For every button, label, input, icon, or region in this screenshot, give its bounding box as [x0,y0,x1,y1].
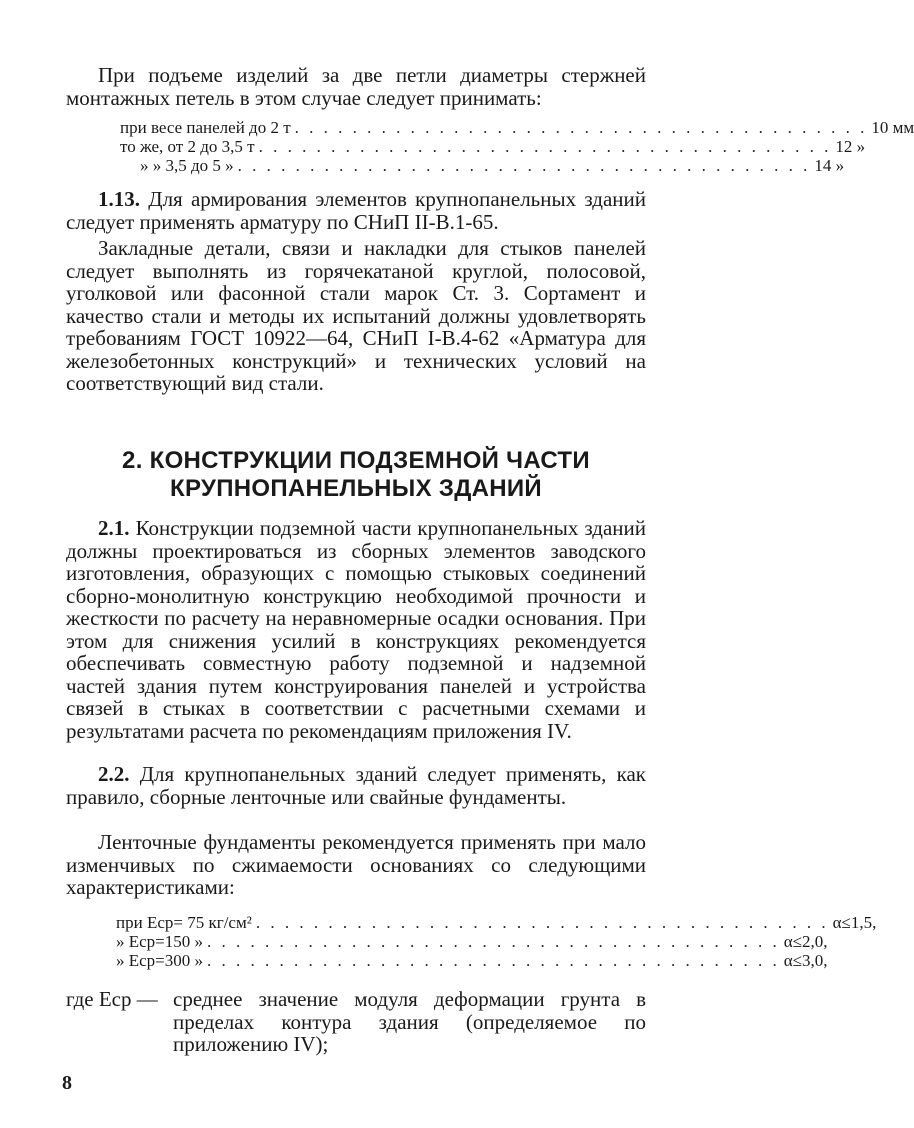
row-label: » Eср=300 » [116,951,204,970]
section-number: 2.1. [98,516,130,540]
section-2-2 [66,763,646,808]
row-value: α≤1,5, [832,913,877,932]
definition-term: где Eср — [66,987,158,1011]
table-row [116,951,828,970]
table-row [116,913,877,932]
leader-dots: . . . . . . . . . . . . . . . . . . . . . . . . . . . . . . . . . . . . . . . . [294,118,868,137]
loop-diameter-table [120,118,914,175]
row-value: α≤3,0, [783,951,828,970]
strip-foundations-paragraph [66,831,646,899]
table-row [120,118,914,137]
row-value: 10 мм [871,118,914,137]
section-2-1 [66,517,646,742]
definition-block [66,988,646,1060]
row-label: то же, от 2 до 3,5 т [120,137,255,156]
table-row [116,932,828,951]
intro-paragraph [66,64,646,109]
embedded-parts-text: Закладные детали, связи и накладки для стыков панелей следует выполнять из горячекатаной круглой, полосовой, уголковой или фасонной стали марок Ст. 3. Сортамент и качество стали и методы их испытаний должны удовлетворять требованиям ГОСТ 10922—64, СНиП I-В.4-62 «Арматура для железобетонных конструкций» и технических условий на соответствующий вид стали. [66,236,646,395]
section-number: 2.2. [98,762,130,786]
embedded-parts-paragraph [66,237,646,395]
modulus-table [116,913,877,970]
table-row [120,156,845,175]
section-1-13 [66,188,646,233]
row-label: при Eср= 75 кг/см² [116,913,252,932]
row-value: α≤2,0, [783,932,828,951]
row-label: » Eср=150 » [116,932,204,951]
leader-dots: . . . . . . . . . . . . . . . . . . . . . . . . . . . . . . . . . . . . . . . . [258,137,832,156]
section-text: Для крупнопанельных зданий следует применять, как правило, сборные ленточные или свайные фундаменты. [66,762,647,809]
leader-dots: . . . . . . . . . . . . . . . . . . . . . . . . . . . . . . . . . . . . . . . . [207,932,780,951]
strip-foundations-text: Ленточные фундаменты рекомендуется применять при мало изменчивых по сжимаемости основаниях со следующими характеристиками: [66,830,646,899]
definition-text: среднее значение модуля деформации грунта в пределах контура здания (определяемое по приложению IV); [173,987,646,1056]
intro-text: При подъеме изделий за две петли диаметры стержней монтажных петель в этом случае следует принимать: [66,63,646,110]
section-heading [66,447,646,503]
section-number: 1.13. [98,187,140,211]
row-label: при весе панелей до 2 т [120,118,291,137]
heading-line-1: 2. КОНСТРУКЦИИ ПОДЗЕМНОЙ ЧАСТИ [122,447,590,474]
row-label: » » 3,5 до 5 » [140,156,234,175]
leader-dots: . . . . . . . . . . . . . . . . . . . . . . . . . . . . . . . . . . . . . . . . [255,913,829,932]
heading-line-2: КРУПНОПАНЕЛЬНЫХ ЗДАНИЙ [170,475,542,502]
section-text: Для армирования элементов крупнопанельных зданий следует применять арматуру по СНиП II-В.1-65. [66,187,646,234]
row-value: 12 » [835,137,866,156]
leader-dots: . . . . . . . . . . . . . . . . . . . . . . . . . . . . . . . . . . . . . . . . [237,156,811,175]
row-value: 14 » [814,156,845,175]
table-row [120,137,866,156]
page-number: 8 [62,1072,72,1094]
section-text: Конструкции подземной части крупнопанельных зданий должны проектироваться из сборных элементов заводского изготовления, образующих с помощью стыковых соединений сборно-монолитную конструкцию необходимой прочности и жесткости по расчету на неравномерные осадки основания. При этом для снижения усилий в конструкциях рекомендуется обеспечивать совместную работу подземной и надземной частей здания путем конструирования панелей и устройства связей в стыках в соответствии с расчетными схемами и результатами расчета по рекомендациям приложения IV. [66,516,647,743]
leader-dots: . . . . . . . . . . . . . . . . . . . . . . . . . . . . . . . . . . . . . . . . [207,951,780,970]
